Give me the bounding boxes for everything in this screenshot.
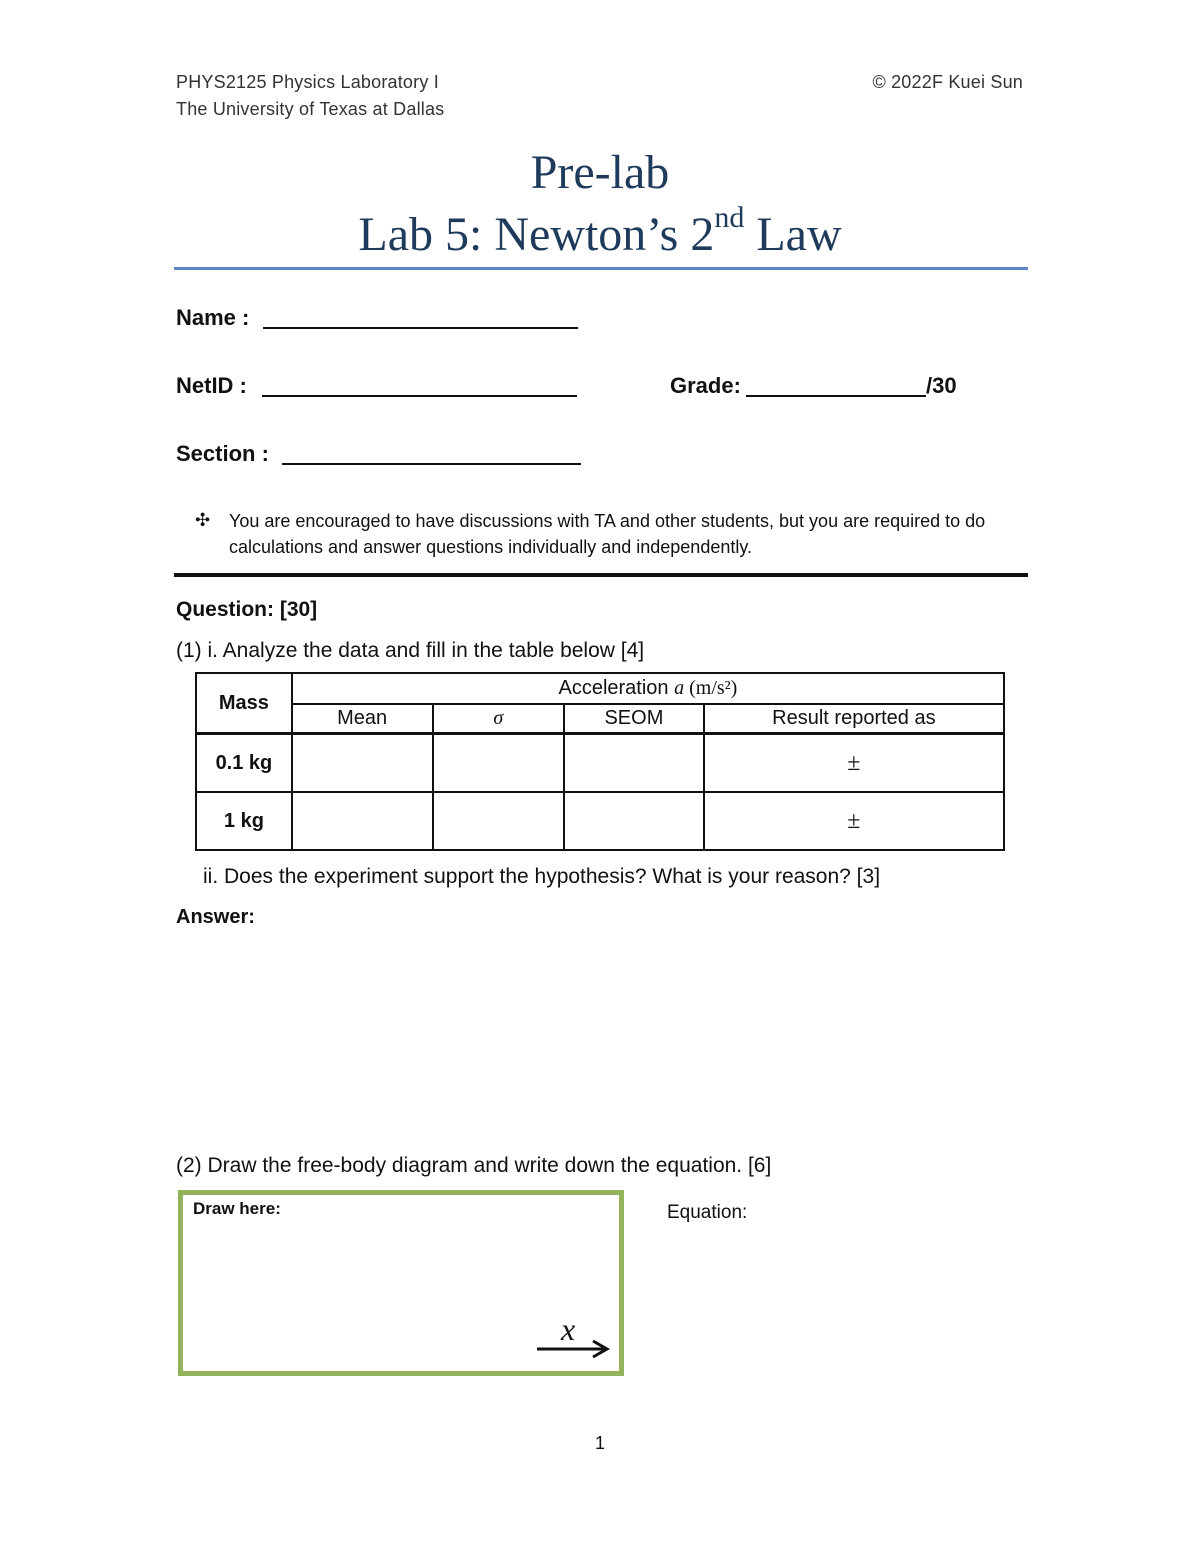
col-result: Result reported as: [704, 704, 1004, 734]
name-label: Name :: [176, 305, 250, 330]
question-1-ii: ii. Does the experiment support the hypothesis? What is your reason? [3]: [203, 865, 881, 888]
lab-title-sup: nd: [714, 201, 745, 234]
row-mass: 0.1 kg: [196, 734, 292, 793]
answer-area[interactable]: [176, 935, 1026, 1135]
question-1-i: (1) i. Analyze the data and fill in the table below [4]: [176, 639, 645, 662]
table-row: [196, 734, 1004, 793]
col-mean: Mean: [292, 704, 433, 734]
question-2: (2) Draw the free-body diagram and write down the equation. [6]: [176, 1154, 772, 1177]
name-field[interactable]: [263, 327, 578, 329]
netid-field[interactable]: [262, 395, 577, 397]
cell-result[interactable]: ±: [704, 734, 1004, 793]
page-title: Pre-lab: [530, 146, 670, 199]
lab-title: [0, 201, 1200, 262]
section-divider: [174, 573, 1028, 577]
acceleration-symbol: a: [674, 677, 685, 699]
question-heading: Question: [30]: [176, 598, 318, 621]
answer-label: Answer:: [176, 906, 255, 928]
netid-label: NetID :: [176, 373, 247, 398]
cell-sigma[interactable]: [433, 734, 565, 793]
acceleration-header-text: Acceleration: [558, 677, 675, 699]
x-axis-label: x: [561, 1311, 576, 1347]
row-mass: 1 kg: [196, 792, 292, 850]
grade-field[interactable]: [746, 395, 926, 397]
lab-title-suffix: Law: [744, 208, 842, 261]
acceleration-unit: (m/s²): [684, 677, 738, 699]
cell-seom[interactable]: [564, 792, 704, 850]
grade-label: Grade:: [670, 373, 741, 398]
section-label: Section :: [176, 441, 269, 466]
table-row: [196, 792, 1004, 850]
page-number: 1: [594, 1433, 605, 1453]
grade-total: /30: [926, 373, 957, 398]
copyright: © 2022F Kuei Sun: [872, 72, 1023, 92]
drawing-area[interactable]: [178, 1190, 624, 1376]
col-sigma: σ: [433, 704, 565, 734]
mass-header: Mass: [196, 673, 292, 734]
cell-sigma[interactable]: [433, 792, 565, 850]
cell-seom[interactable]: [564, 734, 704, 793]
arrow-right-icon: [535, 1339, 615, 1359]
bullet-icon: ✣: [195, 510, 211, 530]
course-title: PHYS2125 Physics Laboratory I: [176, 72, 439, 92]
title-divider: [174, 267, 1028, 270]
equation-label: Equation:: [667, 1202, 748, 1223]
acceleration-table: [195, 672, 1005, 851]
cell-mean[interactable]: [292, 792, 433, 850]
cell-result[interactable]: ±: [704, 792, 1004, 850]
instruction-note: You are encouraged to have discussions with TA and other students, but you are required to do calculations and answer questions individually and independently.: [229, 511, 986, 557]
cell-mean[interactable]: [292, 734, 433, 793]
section-field[interactable]: [282, 463, 581, 465]
col-seom: SEOM: [564, 704, 704, 734]
lab-title-prefix: Lab 5: Newton’s 2: [358, 208, 715, 261]
university-name: The University of Texas at Dallas: [176, 99, 445, 119]
acceleration-header: [292, 673, 1004, 704]
draw-label: Draw here:: [193, 1199, 281, 1218]
